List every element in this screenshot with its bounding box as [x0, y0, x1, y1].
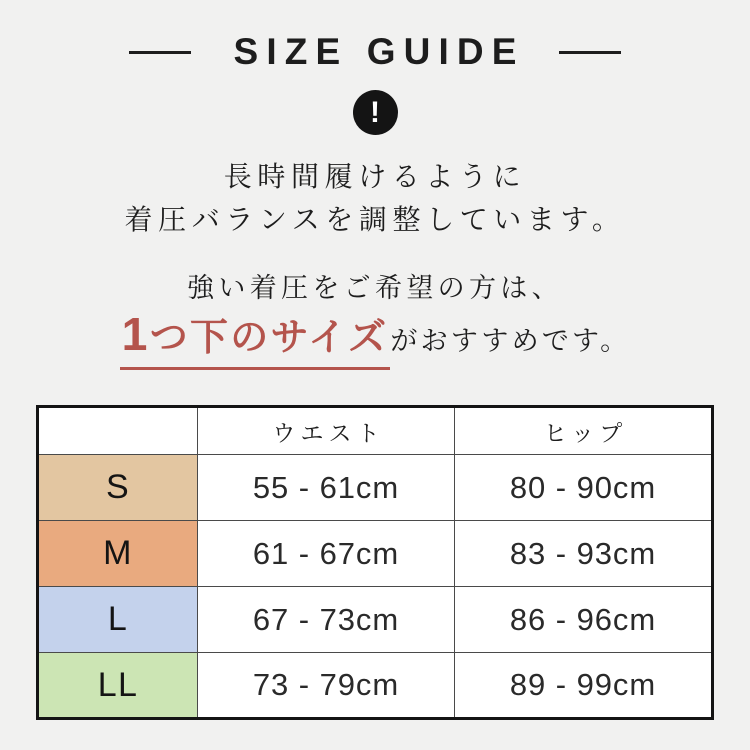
table-row	[38, 521, 713, 587]
table-header-waist: ウエスト	[198, 407, 455, 455]
waist-value-l: 67 - 73cm	[198, 587, 455, 653]
recommend-prefix: 強い着圧をご希望の方は、	[187, 273, 563, 303]
recommend-suffix: がおすすめです。	[390, 326, 631, 356]
size-label-m: M	[38, 521, 198, 587]
waist-value-m: 61 - 67cm	[198, 521, 455, 587]
size-label-l: L	[38, 587, 198, 653]
title-dash-left	[129, 51, 191, 54]
size-label-ll: LL	[38, 653, 198, 719]
hip-value-ll: 89 - 99cm	[455, 653, 713, 719]
exclamation-icon	[353, 90, 398, 135]
hip-value-l: 86 - 96cm	[455, 587, 713, 653]
title-dash-right	[559, 51, 621, 54]
recommend-text	[0, 268, 750, 374]
page-title: SIZE GUIDE	[233, 31, 525, 72]
waist-value-s: 55 - 61cm	[198, 455, 455, 521]
exclamation-glyph: !	[370, 95, 380, 129]
recommend-line	[0, 310, 750, 374]
table-row	[38, 653, 713, 719]
hip-value-m: 83 - 93cm	[455, 521, 713, 587]
table-header-size	[38, 407, 198, 455]
intro-text	[0, 155, 750, 241]
table-header-row	[38, 407, 713, 455]
size-table	[36, 405, 714, 720]
intro-line-1: 長時間履けるように	[223, 161, 527, 192]
waist-value-ll: 73 - 79cm	[198, 653, 455, 719]
table-header-hip: ヒップ	[455, 407, 713, 455]
size-label-s: S	[38, 455, 198, 521]
table-row	[38, 455, 713, 521]
hip-value-s: 80 - 90cm	[455, 455, 713, 521]
intro-line-2: 着圧バランスを調整しています。	[124, 204, 626, 235]
page-header	[0, 0, 750, 74]
table-row	[38, 587, 713, 653]
recommend-highlight: 1つ下のサイズ	[120, 310, 391, 370]
